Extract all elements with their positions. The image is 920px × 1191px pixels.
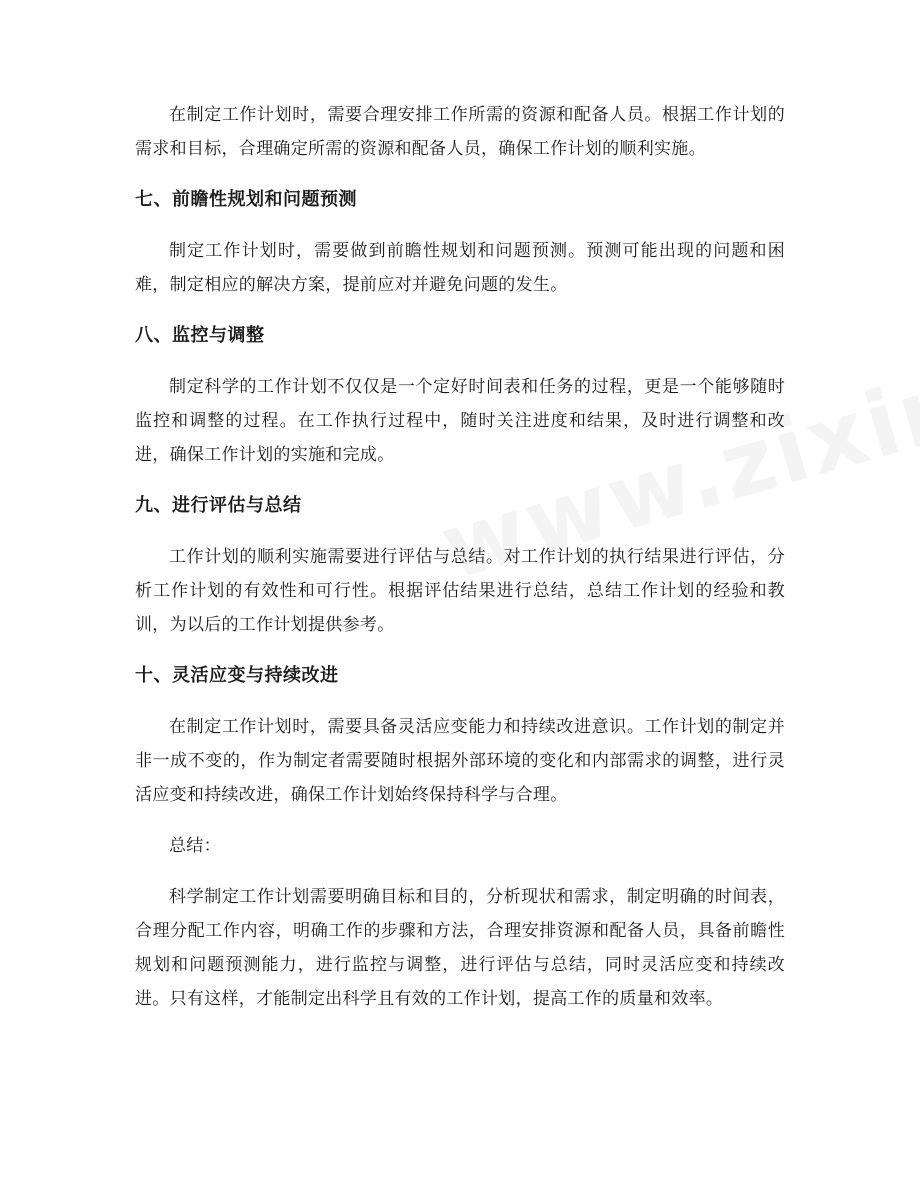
document-body [135, 98, 785, 1033]
paragraph-flexibility: 在制定工作计划时，需要具备灵活应变能力和持续改进意识。工作计划的制定并非一成不变的，作为制定者需要随时根据外部环境的变化和内部需求的调整，进行灵活应变和持续改进，确保工作计划始终保持科学与合理。 [135, 717, 785, 805]
paragraph-monitoring: 制定科学的工作计划不仅仅是一个定好时间表和任务的过程，更是一个能够随时监控和调整的过程。在工作执行过程中，随时关注进度和结果，及时进行调整和改进，确保工作计划的实施和完成。 [135, 377, 785, 465]
paragraph-forward-planning: 制定工作计划时，需要做到前瞻性规划和问题预测。预测可能出现的问题和困难，制定相应的解决方案，提前应对并避免问题的发生。 [135, 241, 785, 295]
section-heading-10: 十、灵活应变与持续改进 [135, 665, 339, 686]
section-heading-7: 七、前瞻性规划和问题预测 [135, 189, 357, 210]
section-heading-8: 八、监控与调整 [135, 325, 265, 346]
paragraph-resources: 在制定工作计划时，需要合理安排工作所需的资源和配备人员。根据工作计划的需求和目标，合理确定所需的资源和配备人员，确保工作计划的顺利实施。 [135, 105, 785, 159]
summary-label: 总结： [169, 836, 221, 856]
section-heading-9: 九、进行评估与总结 [135, 495, 302, 516]
paragraph-evaluation: 工作计划的顺利实施需要进行评估与总结。对工作计划的执行结果进行评估，分析工作计划的有效性和可行性。根据评估结果进行总结，总结工作计划的经验和教训，为以后的工作计划提供参考。 [135, 547, 785, 635]
paragraph-summary: 科学制定工作计划需要明确目标和目的，分析现状和需求，制定明确的时间表，合理分配工作内容，明确工作的步骤和方法，合理安排资源和配备人员，具备前瞻性规划和问题预测能力，进行监控与调整，进行评估与总结，同时灵活应变和持续改进。只有这样，才能制定出科学且有效的工作计划，提高工作的质量和效率。 [135, 887, 785, 1009]
